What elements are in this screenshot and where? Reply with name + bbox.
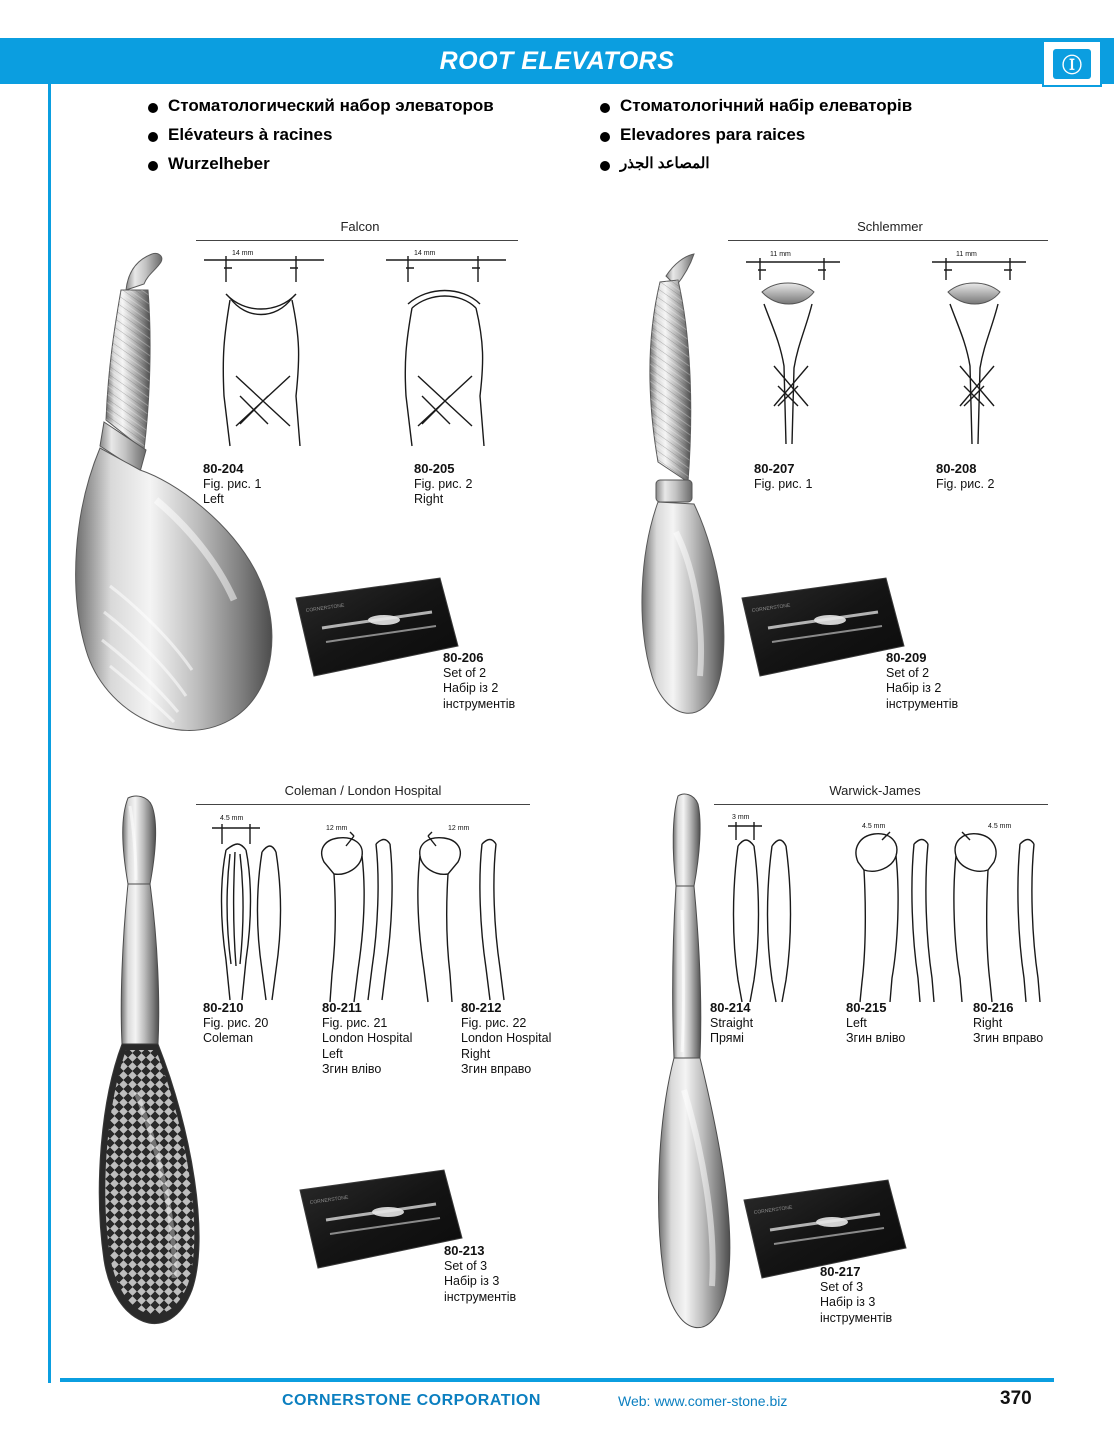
item-line: Згин вправо xyxy=(973,1031,1044,1045)
item-code: 80-216 xyxy=(973,1000,1014,1015)
page-number: 370 xyxy=(1000,1388,1032,1409)
bullet-label: المصاعد الجذر xyxy=(620,155,710,172)
item-code: 80-210 xyxy=(203,1000,244,1015)
list-item xyxy=(600,96,1070,116)
bullet-icon xyxy=(148,132,158,142)
item-code: 80-207 xyxy=(754,461,795,476)
group-rule-warwick xyxy=(714,804,1048,805)
group-label-warwick: Warwick-James xyxy=(829,783,921,798)
bullet-icon xyxy=(600,103,610,113)
case-photo-80-206 xyxy=(292,576,462,681)
brand-logo xyxy=(1042,40,1102,87)
item-code: 80-205 xyxy=(414,461,455,476)
svg-text:CORNERSTONE: CORNERSTONE xyxy=(751,602,791,614)
group-rule-schlemmer xyxy=(728,240,1048,241)
line-drawing-warwick-set xyxy=(714,810,1064,1010)
item-line: Right xyxy=(414,492,444,506)
group-label-falcon: Falcon xyxy=(340,219,380,234)
item-line: Fig. рис. 2 xyxy=(936,476,995,491)
item-code: 80-211 xyxy=(322,1000,362,1015)
dimension-label: 4.5 mm xyxy=(862,823,886,830)
bullet-label: Стоматологический набор элеваторов xyxy=(168,96,494,115)
list-item xyxy=(148,154,568,174)
dimension-label: 14 mm xyxy=(232,250,254,257)
line-drawing-schlemmer-pair xyxy=(728,246,1058,461)
bullets-column-right xyxy=(600,96,1070,183)
caption-80-206 xyxy=(443,650,515,712)
caption-80-209 xyxy=(886,650,958,712)
item-line: Згин вліво xyxy=(322,1062,382,1076)
item-code: 80-206 xyxy=(443,650,484,665)
item-code: 80-213 xyxy=(444,1243,485,1258)
item-line: Згин вліво xyxy=(846,1031,906,1045)
instrument-photo-coleman xyxy=(74,792,214,1352)
page-title: ROOT ELEVATORS xyxy=(439,47,675,75)
item-line: Набір iз 2 xyxy=(443,681,499,695)
footer-company: CORNERSTONE CORPORATION xyxy=(282,1392,541,1409)
dimension-label: 4.5 mm xyxy=(988,823,1012,830)
group-label-coleman: Coleman / London Hospital xyxy=(284,783,442,798)
case-photo-80-209 xyxy=(738,576,908,681)
bullet-label: Elevadores para raices xyxy=(620,125,806,144)
svg-text:CORNERSTONE: CORNERSTONE xyxy=(309,1194,349,1206)
item-line: Right xyxy=(973,1015,1003,1030)
item-code: 80-209 xyxy=(886,650,927,665)
item-line: Fig. рис. 22 xyxy=(461,1015,527,1030)
caption-80-205 xyxy=(414,461,472,508)
line-drawing-coleman-set xyxy=(196,810,546,1010)
item-code: 80-208 xyxy=(936,461,977,476)
case-photo-80-213 xyxy=(296,1168,466,1273)
item-line: Прямі xyxy=(710,1031,744,1045)
caption-80-214 xyxy=(710,1000,753,1047)
dimension-label: 3 mm xyxy=(732,814,750,821)
footer-website[interactable]: Web: www.comer-stone.biz xyxy=(618,1393,788,1409)
item-line: Fig. рис. 2 xyxy=(414,476,473,491)
bullet-label: Стоматологічний набір елеваторів xyxy=(620,96,913,115)
bullet-label: Wurzelheber xyxy=(168,154,270,173)
caption-80-208 xyxy=(936,461,994,492)
item-line: Left xyxy=(203,492,224,506)
dimension-label: 4.5 mm xyxy=(220,815,244,822)
item-line: Left xyxy=(846,1015,867,1030)
dimension-label: 12 mm xyxy=(448,825,470,832)
caption-80-211 xyxy=(322,1000,412,1078)
svg-text:CORNERSTONE: CORNERSTONE xyxy=(305,602,345,614)
item-line: Left xyxy=(322,1046,343,1061)
item-code: 80-215 xyxy=(846,1000,887,1015)
dimension-label: 12 mm xyxy=(326,825,348,832)
list-item xyxy=(600,154,1070,174)
item-line: Набір iз 2 xyxy=(886,681,942,695)
item-line: інструментів xyxy=(443,696,516,711)
item-line: London Hospital xyxy=(322,1031,413,1045)
svg-text:CORNERSTONE: CORNERSTONE xyxy=(753,1204,793,1216)
caption-80-210 xyxy=(203,1000,268,1047)
bullet-label: Elévateurs à racines xyxy=(168,125,333,144)
item-line: Fig. рис. 21 xyxy=(322,1015,388,1030)
item-code: 80-214 xyxy=(710,1000,751,1015)
item-line: інструментів xyxy=(820,1310,893,1325)
group-label-schlemmer: Schlemmer xyxy=(857,219,923,234)
item-line: Straight xyxy=(710,1015,754,1030)
caption-80-216 xyxy=(973,1000,1043,1047)
caption-80-217 xyxy=(820,1264,892,1326)
list-item xyxy=(148,125,568,145)
dimension-label: 11 mm xyxy=(770,251,791,258)
group-rule-falcon xyxy=(196,240,518,241)
logo-icon: Ⓘ xyxy=(1053,49,1091,79)
caption-80-207 xyxy=(754,461,812,492)
item-line: London Hospital xyxy=(461,1031,552,1045)
item-line: Set of 2 xyxy=(443,665,487,680)
item-line: інструментів xyxy=(444,1289,517,1304)
item-code: 80-217 xyxy=(820,1264,861,1279)
caption-80-204 xyxy=(203,461,261,508)
item-line: Coleman xyxy=(203,1031,254,1045)
item-line: Set of 3 xyxy=(820,1279,864,1294)
item-line: Fig. рис. 20 xyxy=(203,1015,269,1030)
left-accent-rule xyxy=(48,38,51,1383)
caption-80-213 xyxy=(444,1243,516,1305)
line-drawing-falcon-pair xyxy=(196,246,526,461)
dimension-label: 14 mm xyxy=(414,250,436,257)
list-item xyxy=(600,125,1070,145)
item-line: Набір iз 3 xyxy=(444,1274,500,1288)
item-code: 80-204 xyxy=(203,461,244,476)
item-line: Fig. рис. 1 xyxy=(754,476,813,491)
item-line: Згин вправо xyxy=(461,1062,532,1076)
list-item xyxy=(148,96,568,116)
dimension-label: 11 mm xyxy=(956,251,977,258)
bullet-icon xyxy=(600,132,610,142)
item-line: Набір iз 3 xyxy=(820,1295,876,1309)
item-line: Set of 3 xyxy=(444,1258,488,1273)
bullets-column-left xyxy=(148,96,568,183)
bullet-icon xyxy=(600,161,610,171)
group-rule-coleman xyxy=(196,804,530,805)
caption-80-215 xyxy=(846,1000,905,1047)
caption-80-212 xyxy=(461,1000,551,1078)
item-line: Right xyxy=(461,1046,491,1061)
footer-rule xyxy=(60,1378,1054,1382)
bullet-icon xyxy=(148,161,158,171)
item-line: Fig. рис. 1 xyxy=(203,476,262,491)
bullet-icon xyxy=(148,103,158,113)
item-line: Set of 2 xyxy=(886,665,930,680)
item-line: інструментів xyxy=(886,696,959,711)
item-code: 80-212 xyxy=(461,1000,502,1015)
